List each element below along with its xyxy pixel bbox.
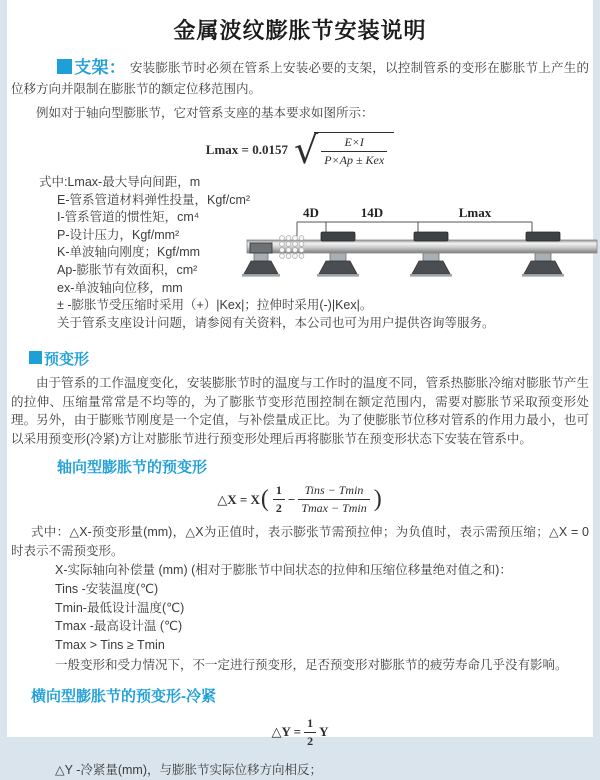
variable-definition: ± -膨胀节受压缩时采用（+）|Kex|；拉伸时采用(-)|Kex|。	[57, 298, 373, 313]
dim-label-lmax: Lmax	[458, 205, 492, 220]
definition-line: Tmin-最低设计温度(℃)	[55, 600, 185, 615]
variable-definition: K-单波轴向刚度；Kgf/mm	[57, 245, 201, 260]
predeform-body-paragraph: 由于管系的工作温度变化，安装膨胀节时的温度与工作时的温度不同，管系热膨胀冷缩对膨胀节产生的拉伸、压缩量常常是不均等的，为了膨胀节变形范围控制在额定范围内，需要对膨胀节采取预变形处理。另外，由于膨账节刚度是一个定值，与补偿量成正比。为了使膨胀节位移对管系的作用力最小，也可以采用预变形(冷紧)方让对膨胀节进行预变形处理后再将膨胀节在预变形状态下安装在管系中。	[11, 376, 589, 446]
predeform-section-heading	[29, 342, 589, 370]
formula2-temp-num: Tins − Tmin	[298, 483, 369, 500]
page-title: 金属波纹膨胀节安装说明	[173, 18, 427, 43]
variable-definition: 关于管系支座设计问题，请参阅有关资料，本公司也可为用户提供咨询等服务。	[57, 315, 495, 330]
formula3-num: 1	[304, 716, 316, 733]
minus-sign: −	[287, 491, 296, 507]
dim-label-14d: 14D	[360, 205, 384, 220]
definition-line: Tmax -最高设计温 (℃)	[55, 619, 183, 634]
formula2-half-num: 1	[273, 483, 285, 500]
support-intro-paragraph	[11, 57, 589, 100]
anchor-support	[242, 253, 280, 277]
predeform-heading-label: 预变形	[44, 351, 90, 368]
variable-definition: ex-单波轴向位移，mm	[57, 280, 183, 295]
square-root-sign: √	[293, 127, 319, 172]
guide-support	[317, 253, 359, 277]
definition-line: Tmax > Tins ≥ Tmin	[55, 638, 165, 653]
section-square-icon	[29, 351, 42, 364]
support-example-line: 例如对于轴向型膨胀节，它对管系支座的基本要求如图所示：	[36, 106, 374, 120]
guide-spacing-formula	[11, 127, 589, 172]
anchor-block	[250, 243, 272, 253]
guide-support	[522, 253, 564, 277]
variables-and-diagram	[11, 174, 589, 334]
lateral-subheading: 横向型膨胀节的预变形-冷紧	[31, 687, 216, 705]
formula1-numerator: E×I	[321, 135, 387, 152]
guide-support	[410, 253, 452, 277]
definition-line: X-实际轴向补偿量 (mm) (相对于膨胀节中间状态的拉伸和压缩位移量绝对值之和)：	[55, 562, 512, 577]
axial-predeform-formula	[11, 483, 589, 516]
formula2-half-den: 2	[275, 501, 282, 516]
variable-definition: P-设计压力，Kgf/mm²	[57, 227, 180, 242]
axial-note-line: 一般变形和受力情况下，不一定进行预变形，足否预变形对膨胀节的疲劳寿命几乎没有影响。	[55, 657, 568, 672]
axial-subheading: 轴向型膨胀节的预变形	[57, 459, 208, 477]
lateral-note-line: △Y -冷紧量(mm)，与膨胀节实际位移方向相反；	[55, 762, 323, 777]
variable-definition: I-管系管道的惯性矩，cm⁴	[57, 210, 200, 225]
dim-label-4d: 4D	[303, 205, 319, 220]
section-square-icon	[57, 59, 72, 74]
support-section-heading: 支架：	[74, 58, 127, 77]
pipe-support-diagram	[241, 202, 599, 304]
formula1-denominator: P×Ap ± Kex	[324, 153, 385, 167]
support-intro-text: 安装膨胀节时必须在管系上安装必要的支架，以控制管系的变形在膨胀节上产生的位移方向并限制在膨胀节的额定位移范围内。	[11, 61, 590, 96]
formula2-temp-den: Tmax − Tmin	[301, 501, 367, 516]
formula1-lhs: Lmax = 0.0157	[205, 142, 288, 157]
formula3-den: 2	[307, 733, 314, 748]
variable-definition: Ap-膨胀节有效面积，cm²	[57, 262, 198, 277]
lateral-predeform-formula	[11, 716, 589, 749]
formula2-lhs: △X = X	[217, 491, 260, 507]
axial-explain-paragraph: 式中：△X-预变形量(mm)，△X为正值时，表示膨张节需预拉伸；为负值时，表示需预压缩；△X = 0时表示不需预变形。	[11, 525, 589, 559]
variable-definition: E-管系管道材料弹性投量，Kgf/cm²	[57, 192, 251, 207]
document-page	[7, 0, 593, 777]
open-paren: (	[260, 486, 269, 513]
formula3-rhs: Y	[319, 724, 329, 740]
definition-line: Tins -安装温度(℃)	[55, 581, 159, 596]
formula3-lhs: △Y =	[271, 724, 302, 740]
close-paren: )	[373, 486, 382, 513]
variable-definition: 式中:Lmax-最大导向间距，m	[39, 175, 201, 189]
